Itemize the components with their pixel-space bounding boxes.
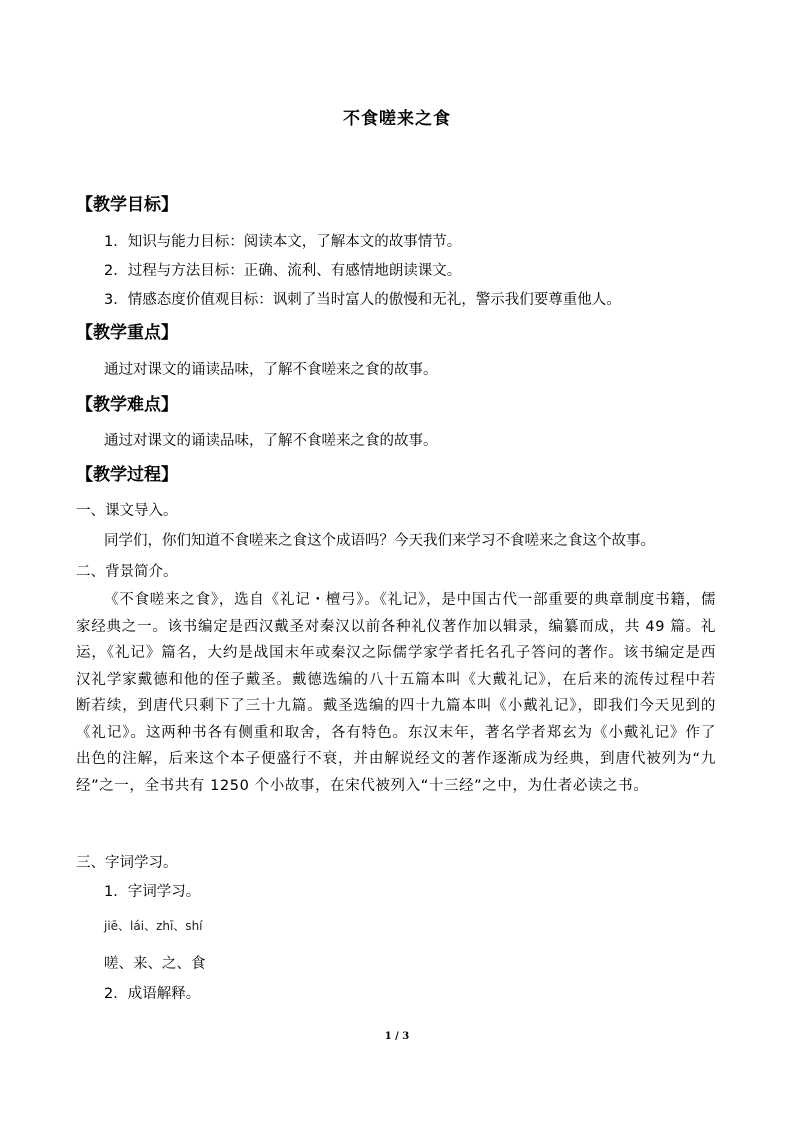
key-points-text: 通过对课文的诵读品味，了解不食嗟来之食的故事。: [104, 362, 438, 378]
goal-item-3: 3．情感态度价值观目标：讽刺了当时富人的傲慢和无礼，警示我们要尊重他人。: [104, 292, 621, 308]
step1-title: 一、课文导入。: [76, 503, 178, 519]
page-number: 1 / 3: [384, 1031, 410, 1042]
pinyin-line: jiē、lái、zhī、shí: [104, 919, 203, 933]
difficulties-text: 通过对课文的诵读品味，了解不食嗟来之食的故事。: [104, 433, 438, 449]
goals-heading: 【教学目标】: [76, 195, 178, 215]
step2-paragraph: 《不食嗟来之食》，选自《礼记・檀弓》。《礼记》，是中国古代一部重要的典章制度书籍，儒家经典之一。该书编定是西汉戴圣对秦汉以前各种礼仪著作加以辑录，编纂而成，共 49 篇。礼运，《礼记》篇名，大约是战国末年或秦汉之际儒学家学者托名孔子答问的著作。该书编定是西汉礼学家戴德和他的侄子戴圣。戴德选编的八十五篇本叫《大戴礼记》，在后来的流传过程中若断若续，到唐代只剩下了三十九篇。戴圣选编的四十九篇本叫《小戴礼记》，即我们今天见到的《礼记》。这两种书各有侧重和取舍，各有特色。东汉末年，著名学者郑玄为《小戴礼记》作了出色的注解，后来这个本子便盛行不衰，并由解说经文的著作逐渐成为经典，到唐代被列为“九经”之一，全书共有 1250 个小故事，在宋代被列入“十三经”之中，为仕者必读之书。: [76, 592, 716, 794]
process-heading: 【教学过程】: [76, 465, 178, 485]
step2-title: 二、背景简介。: [76, 564, 178, 580]
chars-line: 嗟、来、之、食: [104, 956, 206, 972]
goal-item-2: 2．过程与方法目标：正确、流利、有感情地朗读课文。: [104, 263, 462, 279]
step3-item-2: 2．成语解释。: [104, 986, 201, 1002]
difficulties-heading: 【教学难点】: [76, 395, 178, 415]
step3-item-1: 1．字词学习。: [104, 884, 201, 900]
step1-text: 同学们，你们知道不食嗟来之食这个成语吗？今天我们来学习不食嗟来之食这个故事。: [104, 533, 655, 549]
step3-title: 三、字词学习。: [76, 855, 178, 871]
page-title: 不食嗟来之食: [343, 109, 451, 129]
goal-item-1: 1．知识与能力目标：阅读本文，了解本文的故事情节。: [104, 234, 462, 250]
key-points-heading: 【教学重点】: [76, 323, 178, 343]
